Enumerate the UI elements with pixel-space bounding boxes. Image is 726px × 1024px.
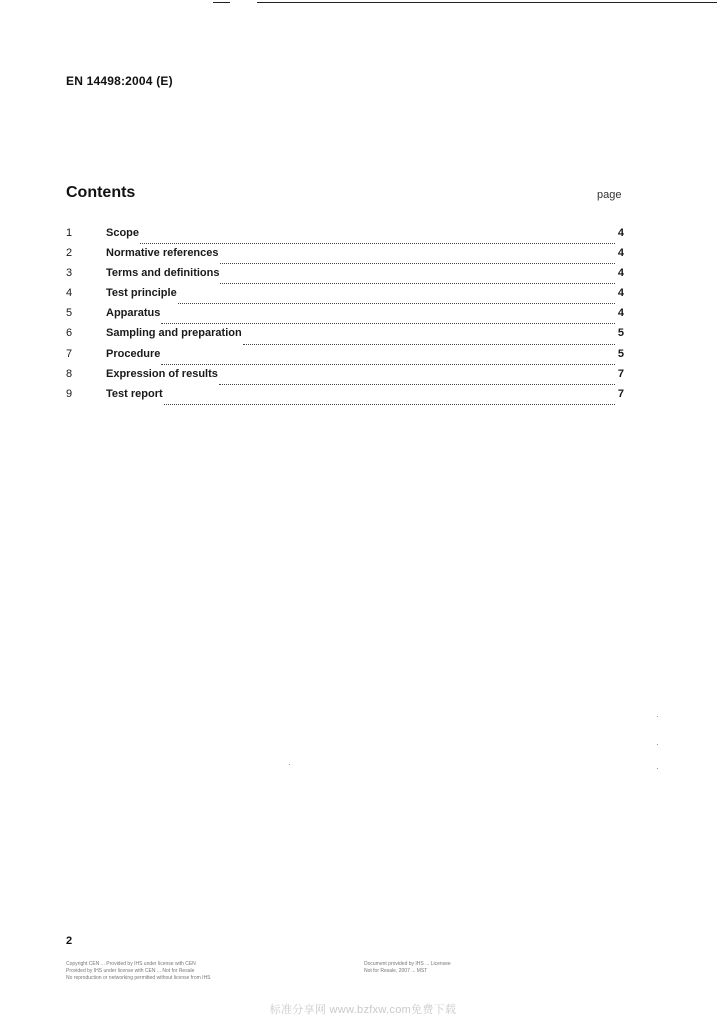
footer-copyright-notice (66, 961, 326, 982)
toc-entry-number: 1 (66, 227, 73, 239)
toc-entry-number: 8 (66, 367, 73, 380)
toc-entry[interactable] (66, 267, 624, 287)
contents-heading: Contents (66, 184, 136, 201)
footer-line: Copyright CEN ... Provided by IHS under license with CEN (66, 961, 196, 967)
toc-entry-number: 5 (66, 307, 73, 320)
toc-entry-number: 2 (66, 247, 73, 260)
toc-entry[interactable] (66, 388, 624, 408)
toc-entry-title: Scope (106, 227, 140, 239)
scan-speck (289, 764, 290, 765)
table-of-contents (66, 227, 624, 408)
toc-entry-number: 6 (66, 327, 73, 340)
footer-line: Provided by IHS under license with CEN ... Not for Resale (66, 968, 195, 974)
footer-license-notice (364, 961, 604, 975)
toc-entry-title: Normative references (106, 247, 219, 260)
page-column-label: page (597, 189, 622, 201)
toc-entry-number: 3 (66, 267, 73, 280)
toc-entry-page: 4 (617, 287, 624, 300)
toc-dot-leader (161, 323, 615, 324)
toc-entry-page: 4 (617, 247, 624, 260)
toc-entry-number: 9 (66, 387, 73, 400)
toc-dot-leader (164, 404, 615, 405)
toc-entry-title: Sampling and preparation (106, 327, 242, 340)
top-rule (213, 2, 230, 3)
toc-entry-page: 4 (617, 227, 624, 239)
toc-entry-number: 7 (66, 347, 73, 360)
toc-entry-page: 7 (617, 387, 624, 400)
toc-entry-page: 7 (617, 367, 624, 380)
toc-entry[interactable] (66, 227, 624, 247)
toc-entry-title: Procedure (106, 347, 161, 360)
watermark: 标准分享网 www.bzfxw.com免费下载 (269, 1004, 457, 1016)
toc-entry-page: 5 (617, 347, 624, 360)
toc-dot-leader (220, 283, 615, 284)
toc-entry-title: Expression of results (106, 367, 218, 380)
toc-dot-leader (140, 243, 615, 244)
toc-entry[interactable] (66, 287, 624, 307)
scan-speck (657, 744, 658, 745)
toc-entry-page: 4 (617, 307, 624, 320)
toc-entry-page: 5 (617, 327, 624, 340)
page-number: 2 (66, 935, 73, 947)
toc-entry-title: Terms and definitions (106, 267, 220, 280)
scan-speck (657, 716, 658, 717)
toc-entry[interactable] (66, 247, 624, 267)
toc-dot-leader (219, 384, 615, 385)
toc-entry[interactable] (66, 327, 624, 347)
toc-dot-leader (178, 303, 615, 304)
toc-entry-number: 4 (66, 287, 73, 300)
toc-dot-leader (243, 344, 615, 345)
scan-speck (657, 768, 658, 769)
footer-line: No reproduction or networking permitted without license from IHS (66, 975, 211, 981)
toc-dot-leader (220, 263, 615, 264)
toc-entry[interactable] (66, 348, 624, 368)
toc-entry[interactable] (66, 307, 624, 327)
toc-entry[interactable] (66, 368, 624, 388)
toc-entry-title: Test report (106, 387, 163, 400)
toc-entry-title: Apparatus (106, 307, 161, 320)
top-rule (257, 2, 717, 3)
toc-entry-page: 4 (617, 267, 624, 280)
document-identifier: EN 14498:2004 (E) (66, 74, 173, 88)
toc-entry-title: Test principle (106, 287, 177, 300)
footer-line: Not for Resale, 2007 ... MST (364, 968, 428, 974)
footer-line: Document provided by IHS ... Licensee (364, 961, 451, 967)
toc-dot-leader (161, 364, 615, 365)
